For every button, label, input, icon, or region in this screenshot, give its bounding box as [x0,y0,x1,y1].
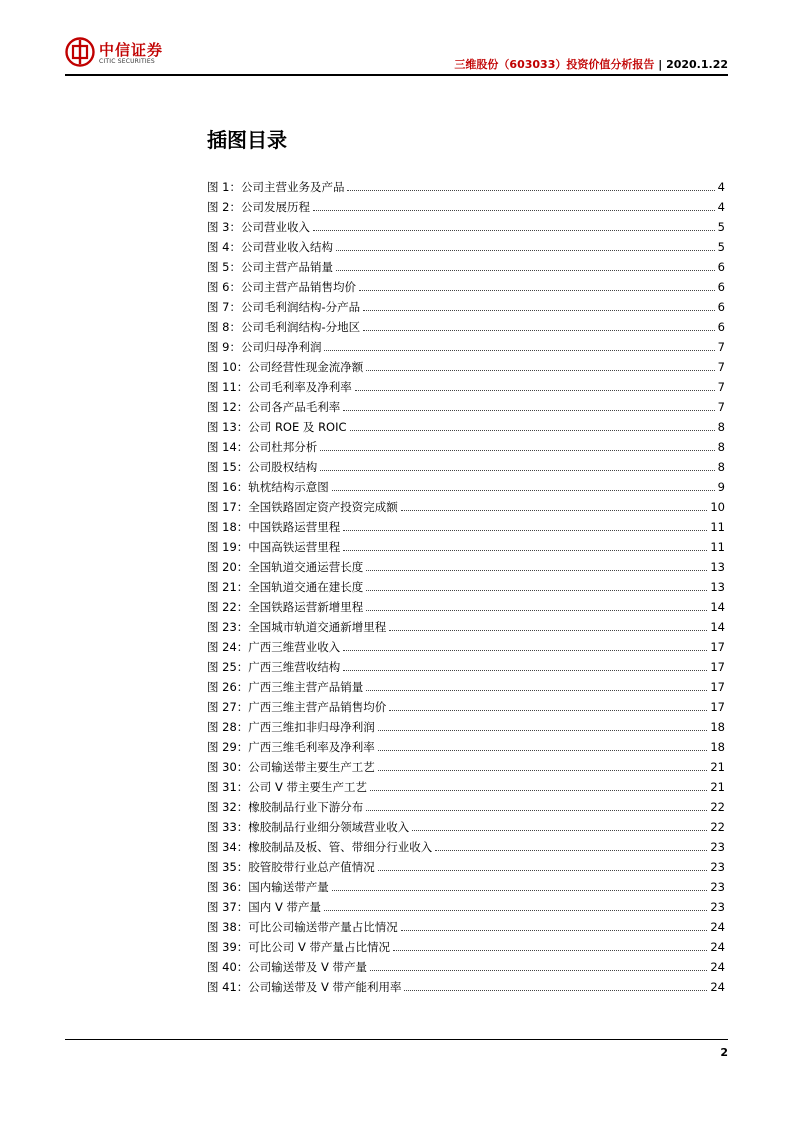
report-title-text: 三维股份（603033）投资价值分析报告 [454,58,655,71]
toc-entry[interactable] [207,176,725,196]
toc-leader-dots [343,670,707,671]
toc-leader-dots [370,790,707,791]
toc-entry[interactable] [207,936,725,956]
toc-entry-page[interactable]: 9 [717,480,725,494]
toc-entry[interactable] [207,896,725,916]
toc-entry[interactable] [207,776,725,796]
toc-entry-label[interactable]: 图 3：公司营业收入 [207,220,310,234]
toc-entry-label[interactable]: 图 17：全国铁路固定资产投资完成额 [207,500,398,514]
toc-entry-label[interactable]: 图 1：公司主营业务及产品 [207,180,345,194]
toc-entry-label[interactable]: 图 34：橡胶制品及板、管、带细分行业收入 [207,840,433,854]
toc-entry-label[interactable]: 图 23：全国城市轨道交通新增里程 [207,620,387,634]
toc-leader-dots [320,450,714,451]
toc-entry-label[interactable]: 图 6：公司主营产品销售均价 [207,280,356,294]
toc-entry-label[interactable]: 图 10：公司经营性现金流净额 [207,360,364,374]
toc-entry-page[interactable]: 4 [717,180,725,194]
toc-entry-page[interactable]: 6 [717,280,725,294]
toc-entry-label[interactable]: 图 5：公司主营产品销量 [207,260,333,274]
toc-entry-page[interactable]: 8 [717,460,725,474]
toc-entry-page[interactable]: 8 [717,440,725,454]
toc-entry-label[interactable]: 图 31：公司 V 带主要生产工艺 [207,780,367,794]
toc-entry-label[interactable]: 图 16：轨枕结构示意图 [207,480,329,494]
toc-leader-dots [347,190,714,191]
toc-leader-dots [313,210,715,211]
toc-entry[interactable] [207,636,725,656]
toc-entry[interactable] [207,556,725,576]
toc-entry-label[interactable]: 图 18：中国铁路运营里程 [207,520,341,534]
toc-entry[interactable] [207,796,725,816]
toc-leader-dots [324,910,707,911]
toc-leader-dots [343,550,707,551]
toc-entry[interactable] [207,476,725,496]
toc-entry-label[interactable]: 图 7：公司毛利润结构-分产品 [207,300,361,314]
toc-leader-dots [378,870,708,871]
toc-entry-label[interactable]: 图 22：全国铁路运营新增里程 [207,600,364,614]
toc-entry-label[interactable]: 图 20：全国轨道交通运营长度 [207,560,364,574]
toc-entry-page[interactable]: 7 [717,340,725,354]
toc-entry[interactable] [207,836,725,856]
toc-entry-label[interactable]: 图 37：国内 V 带产量 [207,900,321,914]
toc-leader-dots [378,770,708,771]
page-header [65,36,728,76]
toc-entry-page[interactable]: 6 [717,300,725,314]
toc-leader-dots [378,750,708,751]
citic-emblem-icon [65,37,95,67]
toc-entry[interactable] [207,496,725,516]
toc-entry-page[interactable]: 17 [710,700,725,714]
toc-leader-dots [366,570,707,571]
toc-entry[interactable] [207,716,725,736]
toc-entry[interactable] [207,456,725,476]
toc-leader-dots [366,810,707,811]
toc-entry[interactable] [207,816,725,836]
toc-leader-dots [324,350,714,351]
toc-leader-dots [378,730,708,731]
toc-entry-page[interactable]: 5 [717,220,725,234]
toc-entry-page[interactable]: 17 [710,660,725,674]
toc-entry[interactable] [207,356,725,376]
toc-entry[interactable] [207,856,725,876]
toc-entry-label[interactable]: 图 11：公司毛利率及净利率 [207,380,352,394]
toc-entry-page[interactable]: 22 [710,820,725,834]
toc-leader-dots [363,310,715,311]
toc-leader-dots [389,630,707,631]
toc-entry[interactable] [207,336,725,356]
toc-entry-label[interactable]: 图 8：公司毛利润结构-分地区 [207,320,361,334]
toc-leader-dots [366,610,707,611]
toc-entry[interactable] [207,696,725,716]
toc-entry-page[interactable]: 11 [710,540,725,554]
toc-entry-page[interactable]: 21 [710,760,725,774]
toc-entry[interactable] [207,416,725,436]
toc-leader-dots [363,330,715,331]
toc-entry[interactable] [207,596,725,616]
toc-leader-dots [343,410,714,411]
toc-leader-dots [336,250,715,251]
toc-entry[interactable] [207,316,725,336]
toc-leader-dots [343,530,707,531]
toc-leader-dots [320,470,714,471]
toc-entry-page[interactable]: 24 [710,980,725,994]
toc-entry[interactable] [207,196,725,216]
toc-entry[interactable] [207,736,725,756]
toc-leader-dots [336,270,715,271]
toc-entry[interactable] [207,956,725,976]
toc-heading: 插图目录 [207,128,287,152]
toc-entry-label[interactable]: 图 40：公司输送带及 V 带产量 [207,960,367,974]
toc-entry-page[interactable]: 23 [710,880,725,894]
toc-entry-label[interactable]: 图 36：国内输送带产量 [207,880,329,894]
toc-leader-dots [401,510,708,511]
logo-english-name: CITIC SECURITIES [99,58,155,65]
toc-entry-page[interactable]: 7 [717,360,725,374]
toc-entry[interactable] [207,536,725,556]
toc-entry[interactable] [207,256,725,276]
toc-entry-page[interactable]: 8 [717,420,725,434]
toc-entry-label[interactable]: 图 39：可比公司 V 带产量占比情况 [207,940,390,954]
toc-entry[interactable] [207,876,725,896]
toc-entry-page[interactable]: 22 [710,800,725,814]
toc-entry-label[interactable]: 图 21：全国轨道交通在建长度 [207,580,364,594]
toc-leader-dots [332,490,715,491]
toc-leader-dots [393,950,707,951]
toc-entry-page[interactable]: 21 [710,780,725,794]
toc-entry-label[interactable]: 图 28：广西三维扣非归母净利润 [207,720,375,734]
toc-entry-label[interactable]: 图 33：橡胶制品行业细分领域营业收入 [207,820,410,834]
toc-leader-dots [435,850,707,851]
toc-entry-page[interactable]: 7 [717,400,725,414]
toc-entry-page[interactable]: 7 [717,380,725,394]
toc-leader-dots [370,970,707,971]
toc-entry[interactable] [207,916,725,936]
toc-entry-page[interactable]: 17 [710,640,725,654]
toc-leader-dots [366,370,714,371]
toc-entry-page[interactable]: 23 [710,900,725,914]
toc-leader-dots [355,390,715,391]
toc-entry-page[interactable]: 24 [710,940,725,954]
toc-entry-label[interactable]: 图 24：广西三维营业收入 [207,640,341,654]
citic-logo [65,36,175,72]
toc-leader-dots [343,650,707,651]
toc-entry-page[interactable]: 11 [710,520,725,534]
toc-entry[interactable] [207,516,725,536]
report-title [454,56,728,72]
toc-leader-dots [366,590,707,591]
toc-entry-label[interactable]: 图 14：公司杜邦分析 [207,440,318,454]
toc-entry-page[interactable]: 23 [710,860,725,874]
toc-entry-label[interactable]: 图 9：公司归母净利润 [207,340,322,354]
toc-entry[interactable] [207,276,725,296]
toc-entry-page[interactable]: 23 [710,840,725,854]
toc-entry-label[interactable]: 图 29：广西三维毛利率及净利率 [207,740,375,754]
toc-entry-page[interactable]: 13 [710,580,725,594]
toc-entry-page[interactable]: 18 [710,720,725,734]
toc-entry-page[interactable]: 6 [717,320,725,334]
toc-entry-label[interactable]: 图 30：公司输送带主要生产工艺 [207,760,375,774]
toc-entry-page[interactable]: 24 [710,960,725,974]
toc-entry-label[interactable]: 图 27：广西三维主营产品销售均价 [207,700,387,714]
toc-leader-dots [412,830,707,831]
toc-entry-page[interactable]: 14 [710,600,725,614]
toc-entry-page[interactable]: 24 [710,920,725,934]
toc-leader-dots [366,690,707,691]
toc-entry-label[interactable]: 图 19：中国高铁运营里程 [207,540,341,554]
header-divider [65,74,728,76]
footer-divider [65,1039,728,1040]
toc-entry-page[interactable]: 6 [717,260,725,274]
toc-entry-label[interactable]: 图 25：广西三维营收结构 [207,660,341,674]
toc-entry-label[interactable]: 图 38：可比公司输送带产量占比情况 [207,920,398,934]
toc-entry-page[interactable]: 5 [717,240,725,254]
toc-leader-dots [313,230,715,231]
toc-entry-page[interactable]: 13 [710,560,725,574]
toc-entry[interactable] [207,236,725,256]
toc-entry[interactable] [207,396,725,416]
toc-entry[interactable] [207,296,725,316]
toc-leader-dots [401,930,708,931]
toc-entry-label[interactable]: 图 12：公司各产品毛利率 [207,400,341,414]
toc-entry-label[interactable]: 图 13：公司 ROE 及 ROIC [207,420,347,434]
toc-entry[interactable] [207,756,725,776]
report-date: 2020.1.22 [666,58,728,71]
toc-leader-dots [359,290,715,291]
toc-entry-label[interactable]: 图 2：公司发展历程 [207,200,310,214]
toc-entry[interactable] [207,676,725,696]
toc-entry[interactable] [207,376,725,396]
toc-entry[interactable] [207,656,725,676]
toc-entry-page[interactable]: 14 [710,620,725,634]
toc-entry[interactable] [207,976,725,996]
toc-entry-label[interactable]: 图 4：公司营业收入结构 [207,240,333,254]
toc-entry[interactable] [207,216,725,236]
toc-entry-page[interactable]: 10 [710,500,725,514]
toc-leader-dots [389,710,707,711]
figure-list [207,176,725,996]
toc-leader-dots [332,890,708,891]
logo-chinese-name: 中信证券 [99,41,164,59]
toc-entry[interactable] [207,436,725,456]
toc-entry-label[interactable]: 图 32：橡胶制品行业下游分布 [207,800,364,814]
toc-entry-label[interactable]: 图 41：公司输送带及 V 带产能利用率 [207,980,402,994]
toc-entry[interactable] [207,616,725,636]
title-separator: | [658,58,663,71]
toc-entry-label[interactable]: 图 15：公司股权结构 [207,460,318,474]
toc-entry-page[interactable]: 18 [710,740,725,754]
toc-entry-label[interactable]: 图 26：广西三维主营产品销量 [207,680,364,694]
toc-entry-page[interactable]: 17 [710,680,725,694]
page-number: 2 [720,1046,728,1059]
toc-leader-dots [350,430,715,431]
toc-entry-label[interactable]: 图 35：胶管胶带行业总产值情况 [207,860,375,874]
toc-entry[interactable] [207,576,725,596]
toc-leader-dots [404,990,707,991]
toc-entry-page[interactable]: 4 [717,200,725,214]
